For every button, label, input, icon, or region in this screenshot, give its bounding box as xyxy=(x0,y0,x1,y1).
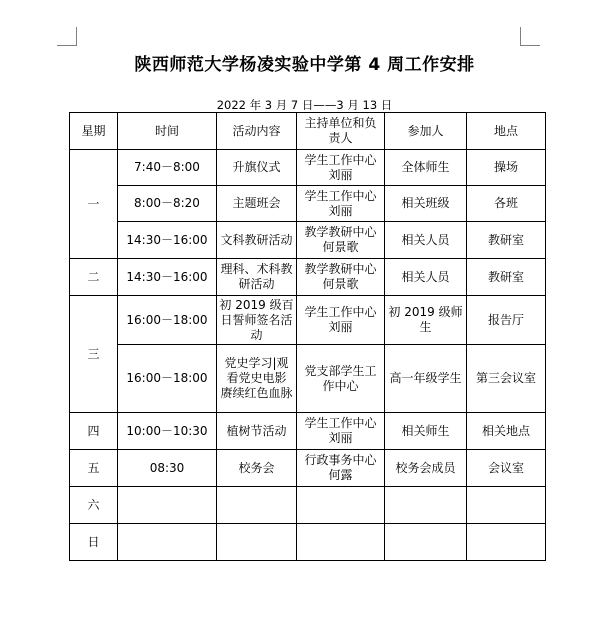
empty-cell xyxy=(297,524,385,561)
empty-cell xyxy=(385,487,467,524)
location-cell: 教研室 xyxy=(467,259,546,296)
day-cell-fri: 五 xyxy=(70,450,118,487)
time-cell: 16:00－18:00 xyxy=(118,296,217,345)
date-range: 2022 年 3 月 7 日——3 月 13 日 xyxy=(216,98,393,112)
participants-cell: 全体师生 xyxy=(385,150,467,186)
day-cell-wed: 三 xyxy=(70,296,118,413)
table-row xyxy=(70,150,546,186)
table-row xyxy=(70,345,546,413)
header-location: 地点 xyxy=(467,113,546,150)
crop-mark-top-left-h xyxy=(57,45,77,46)
location-cell: 相关地点 xyxy=(467,413,546,450)
crop-mark-top-right-h xyxy=(520,45,540,46)
host-cell: 教学教研中心何景歌 xyxy=(297,222,385,259)
header-host: 主持单位和负责人 xyxy=(297,113,385,150)
time-cell: 7:40－8:00 xyxy=(118,150,217,186)
location-cell: 会议室 xyxy=(467,450,546,487)
header-participants: 参加人 xyxy=(385,113,467,150)
day-cell-tue: 二 xyxy=(70,259,118,296)
schedule-table xyxy=(69,112,546,561)
participants-cell: 高一年级学生 xyxy=(385,345,467,413)
participants-cell: 相关人员 xyxy=(385,222,467,259)
location-cell: 第三会议室 xyxy=(467,345,546,413)
day-cell-mon: 一 xyxy=(70,150,118,259)
empty-cell xyxy=(217,524,297,561)
participants-cell: 相关师生 xyxy=(385,413,467,450)
activity-cell: 校务会 xyxy=(217,450,297,487)
time-cell: 8:00－8:20 xyxy=(118,186,217,222)
participants-cell: 相关班级 xyxy=(385,186,467,222)
crop-mark-top-right-v xyxy=(520,27,521,46)
header-day: 星期 xyxy=(70,113,118,150)
day-cell-sun: 日 xyxy=(70,524,118,561)
day-cell-thu: 四 xyxy=(70,413,118,450)
header-time: 时间 xyxy=(118,113,217,150)
location-cell: 操场 xyxy=(467,150,546,186)
activity-cell: 主题班会 xyxy=(217,186,297,222)
table-row xyxy=(70,450,546,487)
empty-cell xyxy=(385,524,467,561)
activity-cell: 党史学习|观看党史电影 赓续红色血脉 xyxy=(217,345,297,413)
empty-cell xyxy=(118,524,217,561)
table-row xyxy=(70,487,546,524)
activity-cell: 升旗仪式 xyxy=(217,150,297,186)
activity-cell: 文科教研活动 xyxy=(217,222,297,259)
table-row xyxy=(70,524,546,561)
location-cell: 教研室 xyxy=(467,222,546,259)
host-cell: 学生工作中心刘丽 xyxy=(297,150,385,186)
table-row xyxy=(70,222,546,259)
activity-cell: 植树节活动 xyxy=(217,413,297,450)
location-cell: 各班 xyxy=(467,186,546,222)
time-cell: 14:30－16:00 xyxy=(118,259,217,296)
empty-cell xyxy=(297,487,385,524)
crop-mark-top-left-v xyxy=(76,27,77,46)
participants-cell: 相关人员 xyxy=(385,259,467,296)
empty-cell xyxy=(118,487,217,524)
document-title: 陕西师范大学杨凌实验中学第 4 周工作安排 xyxy=(134,55,475,75)
host-cell: 教学教研中心何景歌 xyxy=(297,259,385,296)
host-cell: 党支部学生工作中心 xyxy=(297,345,385,413)
participants-cell: 校务会成员 xyxy=(385,450,467,487)
empty-cell xyxy=(467,524,546,561)
header-row xyxy=(70,113,546,150)
table-row xyxy=(70,296,546,345)
host-cell: 行政事务中心何露 xyxy=(297,450,385,487)
empty-cell xyxy=(467,487,546,524)
table-row xyxy=(70,186,546,222)
time-cell: 16:00－18:00 xyxy=(118,345,217,413)
host-cell: 学生工作中心刘丽 xyxy=(297,413,385,450)
table-row xyxy=(70,413,546,450)
activity-cell: 初 2019 级百日誓师签名活动 xyxy=(217,296,297,345)
time-cell: 08:30 xyxy=(118,450,217,487)
host-cell: 学生工作中心刘丽 xyxy=(297,186,385,222)
location-cell: 报告厅 xyxy=(467,296,546,345)
host-cell: 学生工作中心刘丽 xyxy=(297,296,385,345)
day-cell-sat: 六 xyxy=(70,487,118,524)
time-cell: 14:30－16:00 xyxy=(118,222,217,259)
time-cell: 10:00－10:30 xyxy=(118,413,217,450)
table-row xyxy=(70,259,546,296)
activity-cell: 理科、术科教研活动 xyxy=(217,259,297,296)
participants-cell: 初 2019 级师生 xyxy=(385,296,467,345)
header-activity: 活动内容 xyxy=(217,113,297,150)
empty-cell xyxy=(217,487,297,524)
